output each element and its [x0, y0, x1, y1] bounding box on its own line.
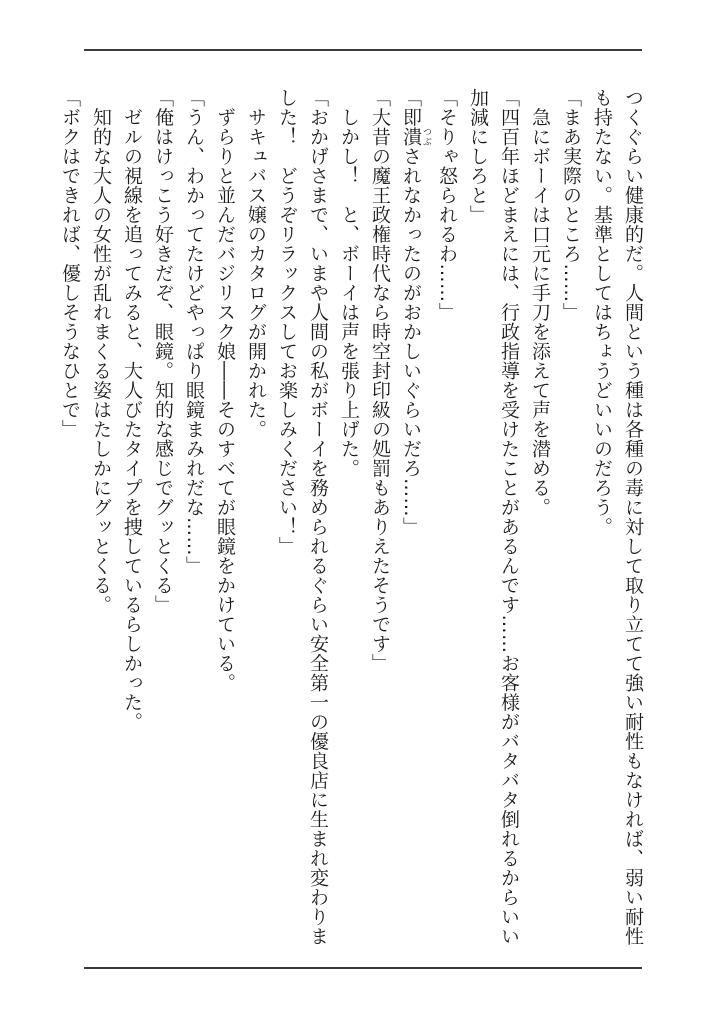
text-line: 「おかげさまで、いまや人間の私がボーイを務められるぐらい安全第一の優良店に生まれ変わりま — [307, 88, 329, 946]
bottom-rule — [84, 967, 642, 969]
text-line: サキュバス嬢のカタログが開かれた。 — [245, 88, 267, 439]
ruby-reading: つぶ — [421, 127, 431, 147]
text-line: 「四百年ほどまえには、行政指導を受けたことがあるんです……お客様がバタバタ倒れるからいい — [498, 88, 520, 946]
text-line: 「即潰 つぶされなかったのがおかしいぐらいだろ……」 — [400, 88, 431, 537]
text-line: 「うん、わかってたけどやっぱり眼鏡まみれだな……」 — [183, 88, 205, 576]
text-line: 知的な大人の女性が乱れまくる姿はたしかにグッとくる。 — [90, 88, 112, 615]
ruby-annotation: 潰 つぶ — [400, 127, 431, 147]
text-line: 「そりゃ怒られるわ……」 — [436, 88, 458, 322]
text-line: 「まあ実際のところ……」 — [560, 88, 582, 322]
text-line: 「俺はけっこう好きだぞ、眼鏡。知的な感じでグッとくる」 — [152, 88, 174, 615]
text-line: 「大昔の魔王政権時代なら時空封印級の処罰もありえたそうです」 — [369, 88, 391, 673]
text-line: しかし！ と、ボーイは声を張り上げた。 — [338, 88, 360, 478]
text-line: 加減にしろと」 — [467, 88, 489, 225]
text-line: した！ どうぞリラックスしてお楽しみください！」 — [276, 88, 298, 556]
text-line: ずらりと並んだバジリスク娘――そのすべてが眼鏡をかけている。 — [214, 88, 236, 693]
top-rule — [84, 49, 642, 51]
text-line: 急にボーイは口元に手刀を添えて声を潜める。 — [529, 88, 551, 517]
text-line: 「ボクはできれば、優しそうなひとで」 — [59, 88, 81, 439]
vertical-text-body — [54, 88, 648, 946]
text-line: つくぐらい健康的だ。人間という種は各種の毒に対して取り立てて強い耐性もなければ、弱い耐性 — [622, 88, 644, 946]
text-line: ゼルの視線を追ってみると、大人びたタイプを捜しているらしかった。 — [121, 88, 143, 732]
text-line: も持たない。基準としてはちょうどいいのだろう。 — [591, 88, 613, 537]
